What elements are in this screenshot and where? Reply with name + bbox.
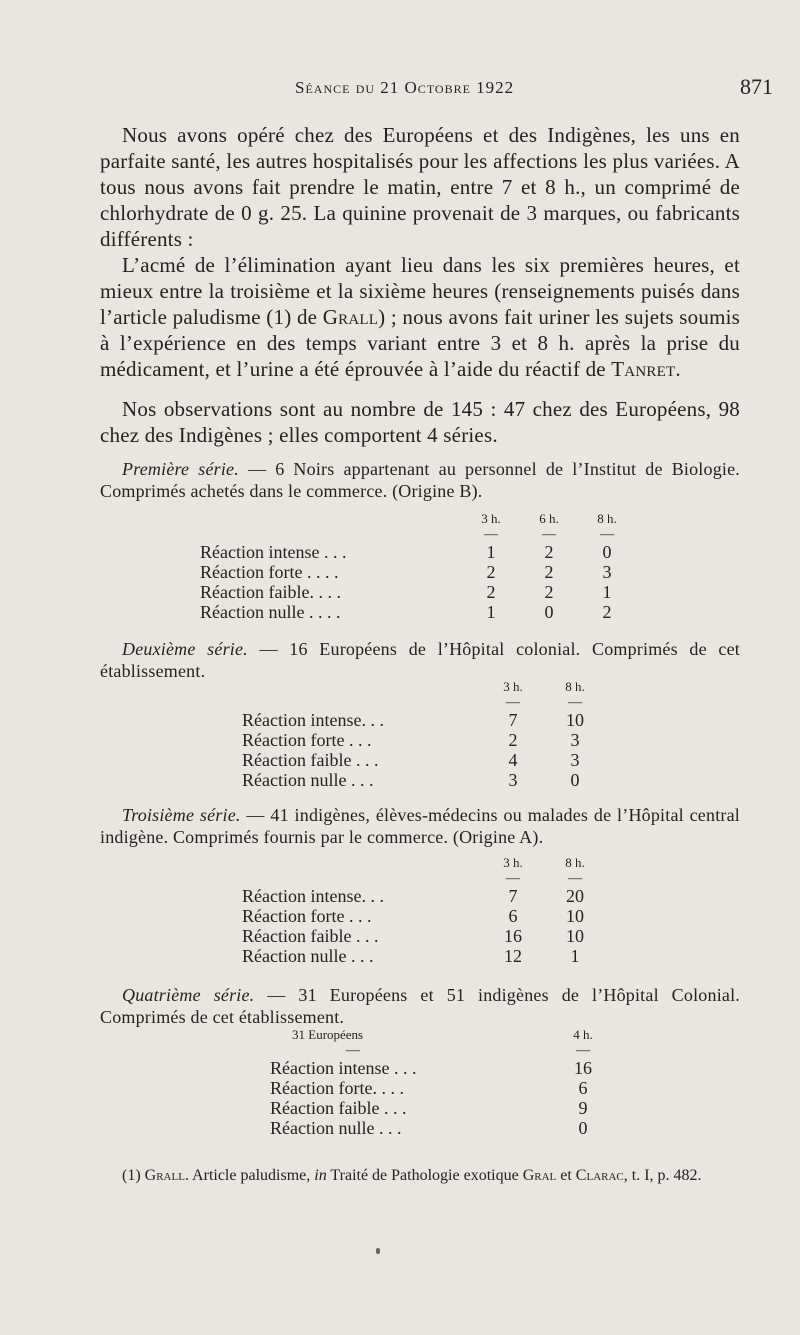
intro-p2-text-b: ) ; nous avons fait uriner les sujets soumis à l’expérience en des temps variant entre 3 et 8 h. après la prise du médicament, et l’urine a été éprouvée à l’aide du réactif de <box>100 305 741 381</box>
cell-value: 9 <box>578 1098 588 1118</box>
row-label: Réaction faible . . . <box>242 750 379 770</box>
row-label: Réaction nulle . . . <box>242 770 374 790</box>
footnote-marker: (1) <box>122 1167 141 1184</box>
cell-value: 0 <box>578 1118 588 1138</box>
series-2-description <box>100 638 740 682</box>
cell-value: 16 <box>574 1058 592 1078</box>
row-label: Réaction faible . . . <box>270 1098 407 1118</box>
table-row <box>242 906 606 926</box>
cell-value: 4 <box>508 750 518 770</box>
cell-value: 3 <box>508 770 518 790</box>
cell-value: 0 <box>570 770 580 790</box>
row-label: Réaction nulle . . . <box>242 946 374 966</box>
table-row <box>242 946 606 966</box>
footnote-author-gral: Gral <box>522 1167 557 1184</box>
series-3-table: 3 h. 8 h. — — Réaction intense. . . 7 20 Réaction forte . . . 6 10 Réaction faible . . . 16 10 Réaction nulle . . . 12 1 <box>242 854 606 966</box>
cell-value: 16 <box>504 926 522 946</box>
cell-value: 2 <box>486 582 496 602</box>
row-label: Réaction nulle . . . <box>270 1118 402 1138</box>
cell-value: 1 <box>486 542 496 562</box>
series-2-table: 3 h. 8 h. — — Réaction intense. . . 7 10 Réaction forte . . . 2 3 Réaction faible . . . 4 3 Réaction nulle . . . 3 0 <box>242 678 606 790</box>
intro-p3-text: Nos observations sont au nombre de 145 : 47 chez des Européens, 98 chez des Indigènes ; elles comportent 4 séries. <box>100 397 740 447</box>
cell-value: 2 <box>486 562 496 582</box>
row-label: Réaction forte . . . <box>242 906 372 926</box>
cell-value: 1 <box>486 602 496 622</box>
cell-value: 2 <box>544 562 554 582</box>
row-label: Réaction forte . . . <box>242 730 372 750</box>
table-header-row <box>242 854 606 872</box>
column-header: 3 h. <box>481 511 501 526</box>
cell-value: 7 <box>508 886 518 906</box>
column-header: 3 h. <box>503 855 523 870</box>
author-grall: Grall <box>322 305 379 329</box>
series-4-table: 31 Européens 4 h. — — Réaction intense . . . 16 Réaction forte. . . . 6 Réaction faible . . . 9 Réaction nulle . . . 0 <box>270 1026 614 1138</box>
series-1-text: — 6 Noirs appartenant au personnel de l’Institut de Biologie. Comprimés achetés dans le commerce. (Origine B). <box>100 459 740 501</box>
cell-value: 7 <box>508 710 518 730</box>
cell-value: 2 <box>508 730 518 750</box>
cell-value: 3 <box>570 750 580 770</box>
series-1-table: 3 h. 6 h. 8 h. — — — Réaction intense . . . 1 2 0 Réaction forte . . . . 2 2 3 Réaction faible. . . . 2 2 1 Réaction nulle . . . . 1 0 2 <box>200 510 636 622</box>
cell-value: 1 <box>602 582 612 602</box>
series-1-description <box>100 458 740 502</box>
cell-value: 0 <box>602 542 612 562</box>
row-label: Réaction nulle . . . . <box>200 602 341 622</box>
table-header-row <box>270 1026 614 1044</box>
group-label: 31 Européens <box>292 1027 364 1042</box>
row-label: Réaction intense. . . <box>242 886 384 906</box>
column-header: 6 h. <box>539 511 559 526</box>
cell-value: 2 <box>602 602 612 622</box>
series-4-description <box>100 984 740 1028</box>
table-row <box>242 750 606 770</box>
page-number: 871 <box>740 74 773 99</box>
cell-value: 10 <box>566 926 584 946</box>
column-header: 4 h. <box>573 1027 593 1042</box>
intro-p2-text-a: L’acmé de l’élimination ayant lieu dans les six premières heures, et mieux entre la troisième et la sixième heures (renseignements puisés dans l’article paludisme (1) de <box>100 253 740 329</box>
row-label: Réaction faible . . . <box>242 926 379 946</box>
footnote-text-c: , t. I, p. 482. <box>623 1167 702 1184</box>
footnote-author-clarac: Clarac <box>575 1167 624 1184</box>
cell-value: 20 <box>566 886 584 906</box>
footnote-et: et <box>560 1167 572 1184</box>
series-4-text: — 31 Européens et 51 indigènes de l’Hôpital Colonial. Comprimés de cet établissement. <box>100 985 740 1027</box>
series-3-title: Troisième série. <box>122 805 241 825</box>
intro-p1-text: Nous avons opéré chez des Européens et des Indigènes, les uns en parfaite santé, les autres hospitalisés pour les affections les plus variées. A tous nous avons fait prendre le matin, entre 7 et 8 h., un comprimé de chlorhydrate de 0 g. 25. La quinine provenait de 3 marques, ou fabricants différents : <box>100 123 740 251</box>
cell-value: 12 <box>504 946 522 966</box>
cell-value: 10 <box>566 906 584 926</box>
table-row <box>242 710 606 730</box>
intro-paragraph-3 <box>100 396 740 448</box>
table-row <box>200 542 636 562</box>
table-row <box>270 1058 614 1078</box>
intro-paragraph-1 <box>100 122 740 252</box>
table-header-row <box>200 510 636 528</box>
table-row <box>200 602 636 622</box>
row-label: Réaction forte . . . . <box>200 562 339 582</box>
ink-speck <box>376 1248 380 1254</box>
footnote-text-a: . Article paludisme, <box>184 1167 311 1184</box>
footnote-text-b: Traité de Pathologie exotique <box>330 1167 519 1184</box>
row-label: Réaction intense . . . <box>270 1058 417 1078</box>
table-header-row <box>242 678 606 696</box>
row-label: Réaction forte. . . . <box>270 1078 404 1098</box>
cell-value: 6 <box>578 1078 588 1098</box>
series-4-title: Quatrième série. <box>122 985 255 1005</box>
table-row <box>242 730 606 750</box>
footnote <box>100 1165 740 1187</box>
page-header <box>0 74 800 100</box>
row-label: Réaction faible. . . . <box>200 582 341 602</box>
table-row <box>270 1078 614 1098</box>
column-header: 3 h. <box>503 679 523 694</box>
series-1-title: Première série. <box>122 459 239 479</box>
running-title: Séance du 21 Octobre 1922 <box>295 78 515 97</box>
cell-value: 0 <box>544 602 554 622</box>
table-row <box>242 886 606 906</box>
series-3-description <box>100 804 740 848</box>
intro-p2-text-c: . <box>675 357 681 381</box>
column-header: 8 h. <box>597 511 617 526</box>
series-2-title: Deuxième série. <box>122 639 248 659</box>
table-row <box>242 926 606 946</box>
row-label: Réaction intense . . . <box>200 542 347 562</box>
cell-value: 6 <box>508 906 518 926</box>
series-2-text: — 16 Européens de l’Hôpital colonial. Comprimés de cet établissement. <box>100 639 740 681</box>
intro-paragraph-2 <box>100 252 740 382</box>
cell-value: 3 <box>570 730 580 750</box>
table-row <box>270 1118 614 1138</box>
footnote-author-grall: Grall <box>144 1167 185 1184</box>
column-header: 8 h. <box>565 855 585 870</box>
cell-value: 3 <box>602 562 612 582</box>
table-row <box>200 562 636 582</box>
table-row <box>270 1098 614 1118</box>
series-3-text: — 41 indigènes, élèves-médecins ou malades de l’Hôpital central indigène. Comprimés fournis par le commerce. (Origine A). <box>100 805 740 847</box>
table-row <box>200 582 636 602</box>
author-tanret: Tanret <box>611 357 676 381</box>
cell-value: 10 <box>566 710 584 730</box>
cell-value: 2 <box>544 542 554 562</box>
footnote-in: in <box>314 1167 327 1184</box>
column-header: 8 h. <box>565 679 585 694</box>
row-label: Réaction intense. . . <box>242 710 384 730</box>
cell-value: 1 <box>570 946 580 966</box>
cell-value: 2 <box>544 582 554 602</box>
table-row <box>242 770 606 790</box>
